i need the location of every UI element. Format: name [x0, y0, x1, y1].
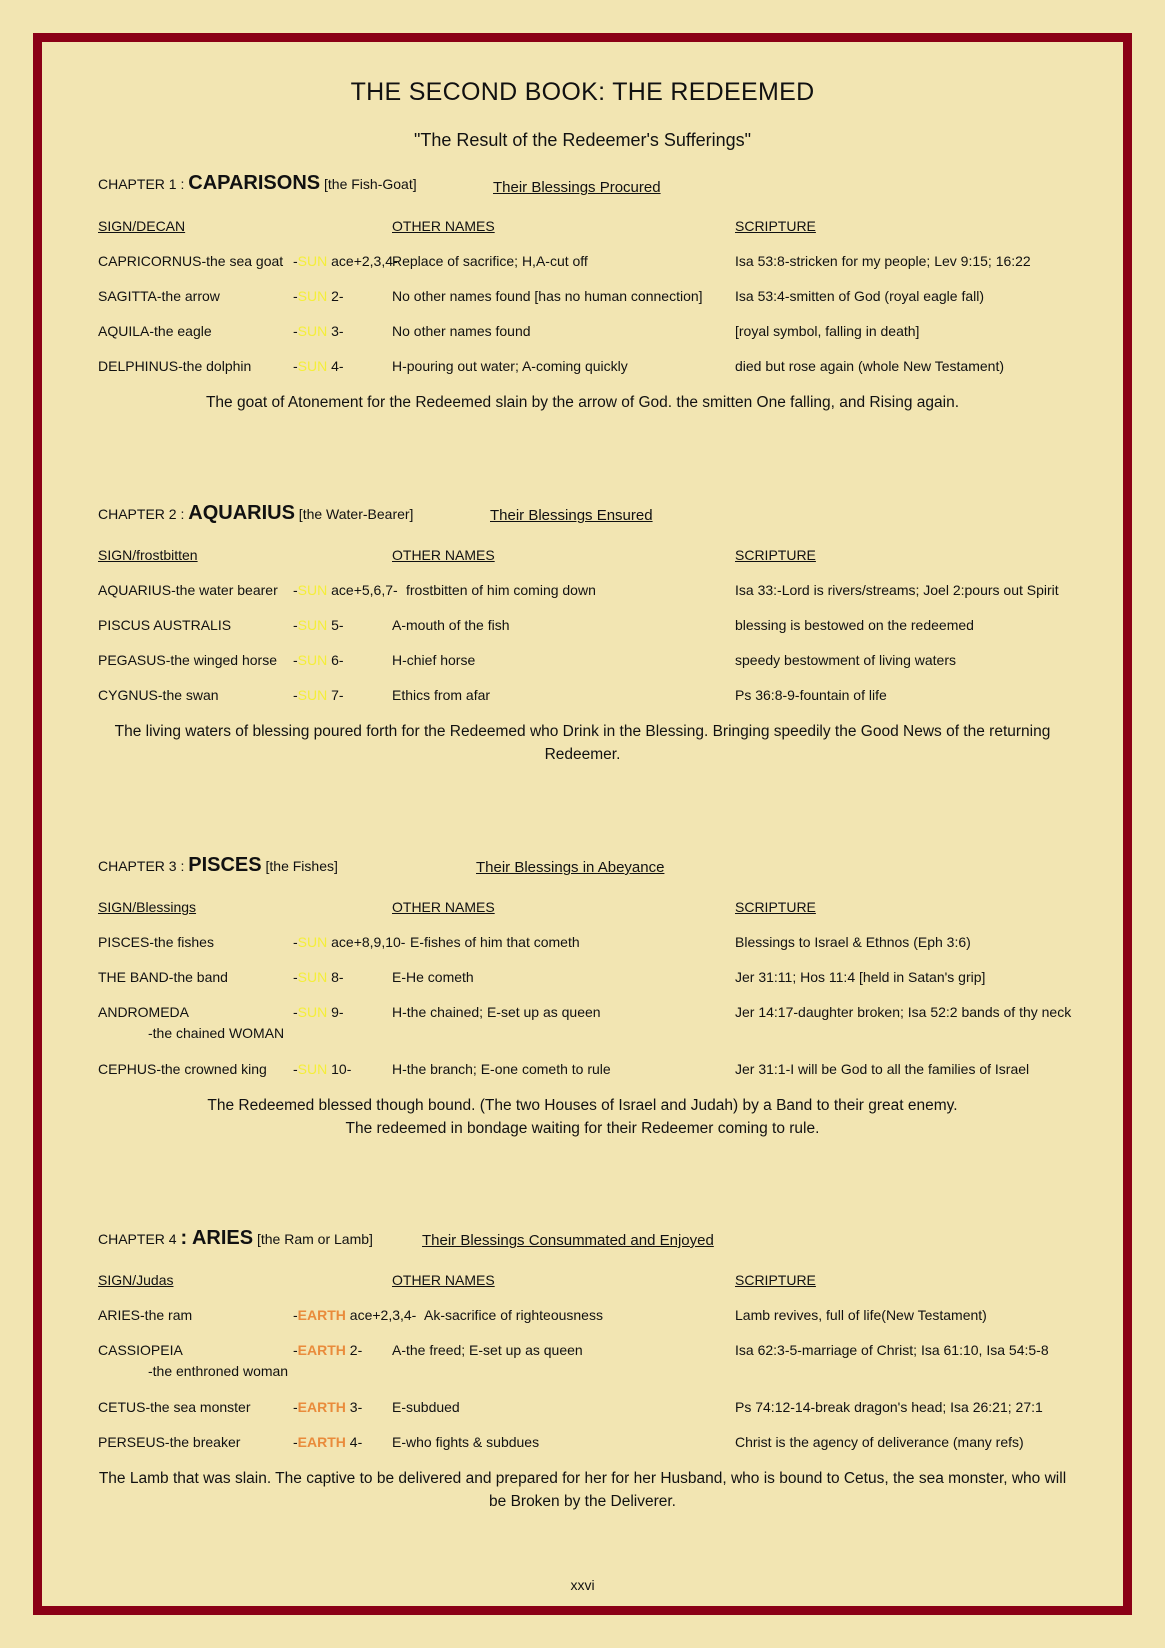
other-names-header: OTHER NAMES — [392, 218, 495, 234]
table-row-element: -EARTH 3- — [293, 1399, 363, 1415]
sign-column-header: SIGN/Judas — [98, 1272, 174, 1288]
chapter-name: PISCES — [188, 854, 262, 876]
table-row-element: -SUN 8- — [293, 969, 344, 985]
table-row-sign: PERSEUS-the breaker — [98, 1434, 241, 1450]
table-row-element: -SUN 9- — [293, 1004, 344, 1020]
table-row-sign: CEPHUS-the crowned king — [98, 1061, 267, 1077]
table-row-sign: AQUILA-the eagle — [98, 323, 212, 339]
table-row-element: -SUN ace+8,9,10- — [293, 934, 406, 950]
other-names-header: OTHER NAMES — [392, 899, 495, 915]
table-row-other: Replace of sacrifice; H,A-cut off — [392, 253, 588, 269]
table-row-other: H-the chained; E-set up as queen — [392, 1004, 601, 1020]
chapter-prefix: CHAPTER 3 : — [98, 858, 189, 874]
table-row-scripture: Isa 53:4-smitten of God (royal eagle fall) — [735, 288, 985, 304]
table-row-scripture: Isa 62:3-5-marriage of Christ; Isa 61:10, Isa 54:5-8 — [735, 1342, 1049, 1358]
chapter-summary: The goat of Atonement for the Redeemed slain by the arrow of God. the smitten One falling, and Rising again. — [205, 394, 960, 411]
table-row-element: -SUN 5- — [293, 617, 344, 633]
table-row-sign: CYGNUS-the swan — [98, 687, 219, 703]
table-row-scripture: died but rose again (whole New Testament) — [735, 358, 1005, 374]
chapter-desc: [the Water-Bearer] — [294, 506, 414, 522]
table-row-scripture: Isa 53:8-stricken for my people; Lev 9:15; 16:22 — [735, 253, 1031, 269]
table-row-sign: SAGITTA-the arrow — [98, 288, 220, 304]
table-row-scripture: Christ is the agency of deliverance (many refs) — [735, 1434, 1024, 1450]
table-row-scripture: Ps 74:12-14-break dragon's head; Isa 26:21; 27:1 — [735, 1399, 1043, 1415]
table-row-element: -SUN 4- — [293, 358, 344, 374]
table-row-scripture: Jer 31:11; Hos 11:4 [held in Satan's grip] — [735, 969, 986, 985]
table-row-scripture: Jer 31:1-I will be God to all the families of Israel — [735, 1061, 1030, 1077]
table-row-sign: CASSIOPEIA -the enthroned woman — [98, 1342, 289, 1379]
chapter-prefix: CHAPTER 4 — [98, 1231, 181, 1247]
table-row-sign: CETUS-the sea monster — [98, 1399, 251, 1415]
other-names-header: OTHER NAMES — [392, 1272, 495, 1288]
table-row-other: Ethics from afar — [392, 687, 491, 703]
chapter-summary: The living waters of blessing poured forth for the Redeemed who Drink in the Blessing. Bringing speedily the Good News of the returning Redeemer. — [114, 723, 1051, 763]
sign-column-header: SIGN/frostbitten — [98, 547, 198, 563]
other-names-header: OTHER NAMES — [392, 547, 495, 563]
table-row-scripture: Ps 36:8-9-fountain of life — [735, 687, 887, 703]
table-row-other: H-chief horse — [392, 652, 476, 668]
scripture-header: SCRIPTURE — [735, 899, 816, 915]
scripture-header: SCRIPTURE — [735, 547, 816, 563]
scripture-header: SCRIPTURE — [735, 218, 816, 234]
chapter-heading — [98, 502, 413, 525]
page-subtitle: "The Result of the Redeemer's Sufferings" — [413, 130, 752, 150]
table-row-element: -SUN ace+5,6,7- — [293, 582, 398, 598]
table-row-sign: ANDROMEDA -the chained WOMAN — [98, 1004, 285, 1041]
chapter-blessing: Their Blessings in Abeyance — [476, 859, 665, 876]
table-row-element: -SUN 3- — [293, 323, 344, 339]
table-row-other: No other names found — [392, 323, 531, 339]
table-row-element: -EARTH 2- — [293, 1342, 363, 1358]
page-title: THE SECOND BOOK: THE REDEEMED — [350, 78, 815, 106]
table-row-sign: ARIES-the ram — [98, 1307, 193, 1323]
table-row-sign: DELPHINUS-the dolphin — [98, 358, 252, 374]
table-row-other: H-pouring out water; A-coming quickly — [392, 358, 628, 374]
table-row-element: -EARTH ace+2,3,4- — [293, 1307, 417, 1323]
table-row-scripture: Blessings to Israel & Ethnos (Eph 3:6) — [735, 934, 971, 950]
chapter-blessing: Their Blessings Procured — [493, 179, 661, 196]
table-row-sign: PISCES-the fishes — [98, 934, 214, 950]
table-row-element: -EARTH 4- — [293, 1434, 363, 1450]
chapter-heading — [98, 172, 417, 195]
table-row-element: -SUN ace+2,3,4- — [293, 253, 398, 269]
table-row-sign: AQUARIUS-the water bearer — [98, 582, 278, 598]
scripture-header: SCRIPTURE — [735, 1272, 816, 1288]
page-number: xxvi — [570, 1577, 595, 1593]
table-row-element: -SUN 7- — [293, 687, 344, 703]
table-row-other: E-subdued — [392, 1399, 460, 1415]
table-row-other: frostbitten of him coming down — [406, 582, 596, 598]
table-row-other: H-the branch; E-one cometh to rule — [392, 1061, 611, 1077]
table-row-scripture: blessing is bestowed on the redeemed — [735, 617, 974, 633]
chapter-desc: [the Fish-Goat] — [320, 176, 417, 192]
table-row-scripture: Isa 33:-Lord is rivers/streams; Joel 2:pours out Spirit — [735, 582, 1059, 598]
table-row-other: Ak-sacrifice of righteousness — [424, 1307, 603, 1323]
table-row-other: E-fishes of him that cometh — [410, 934, 580, 950]
table-row-sign: PEGASUS-the winged horse — [98, 652, 277, 668]
chapter-desc: [the Ram or Lamb] — [253, 1231, 373, 1247]
chapter-name: AQUARIUS — [188, 502, 295, 524]
chapter-prefix: CHAPTER 2 : — [98, 506, 189, 522]
chapter-blessing: Their Blessings Ensured — [490, 507, 653, 524]
table-row-sign: PISCUS AUSTRALIS — [98, 617, 232, 633]
table-row-other: A-mouth of the fish — [392, 617, 510, 633]
table-row-sign: THE BAND-the band — [98, 969, 228, 985]
chapter-prefix: CHAPTER 1 : — [98, 176, 189, 192]
table-row-scripture: [royal symbol, falling in death] — [735, 323, 920, 339]
table-row-other: A-the freed; E-set up as queen — [392, 1342, 583, 1358]
table-row-element: -SUN 2- — [293, 288, 344, 304]
chapter-desc: [the Fishes] — [261, 858, 338, 874]
table-row-element: -SUN 10- — [293, 1061, 352, 1077]
table-row-other: No other names found [has no human connection] — [392, 288, 703, 304]
table-row-element: -SUN 6- — [293, 652, 344, 668]
table-row-scripture: Jer 14:17-daughter broken; Isa 52:2 bands of thy neck — [735, 1004, 1072, 1020]
table-row-sign: CAPRICORNUS-the sea goat — [98, 253, 284, 269]
table-row-scripture: Lamb revives, full of life(New Testament) — [735, 1307, 987, 1323]
chapter-summary: The Lamb that was slain. The captive to be delivered and prepared for her for her Husband, who is bound to Cetus, the sea monster, who will be Broken by the Deliverer. — [98, 1470, 1067, 1510]
table-row-scripture: speedy bestowment of living waters — [735, 652, 956, 668]
sign-column-header: SIGN/DECAN — [98, 218, 186, 234]
chapter-name: ARIES — [191, 1227, 254, 1249]
table-row-other: E-He cometh — [392, 969, 474, 985]
chapter-blessing: Their Blessings Consummated and Enjoyed — [422, 1232, 714, 1249]
chapter-heading — [98, 854, 338, 877]
chapter-heading: CHAPTER 4 : ARIES [the Ram or Lamb] — [98, 1227, 373, 1249]
chapter-name: CAPARISONS — [188, 172, 321, 194]
table-row-other: E-who fights & subdues — [392, 1434, 540, 1450]
chapter-summary: The Redeemed blessed though bound. (The two Houses of Israel and Judah) by a Band to their great enemy. The redeemed in bondage waiting for their Redeemer coming to rule. — [207, 1097, 958, 1137]
sign-column-header: SIGN/Blessings — [98, 899, 197, 915]
